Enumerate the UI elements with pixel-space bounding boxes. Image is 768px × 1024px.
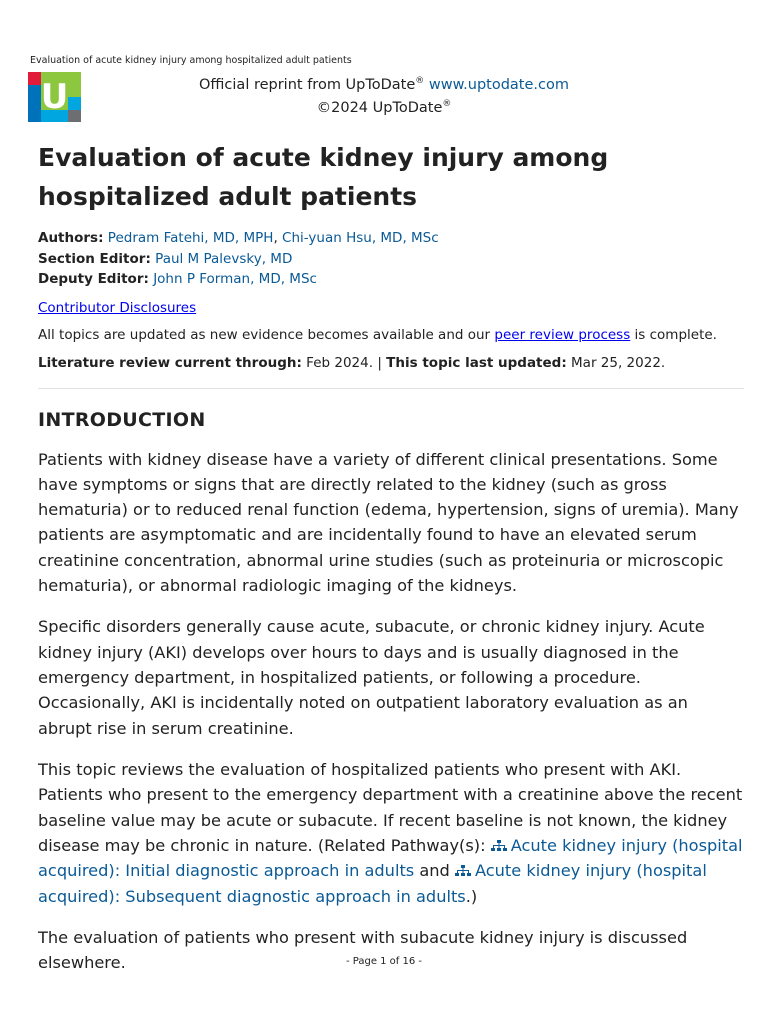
last-updated-label: This topic last updated: [386,354,567,371]
paragraph-3-and: and [414,861,455,881]
paragraph-2: Specific disorders generally cause acute, subacute, or chronic kidney injury. Acute kidney injury (AKI) develops over hours to days and is usually diagnosed in the emergency department, in hospitalized patients, or following a procedure. Occasionally, AKI is incidentally noted on outpatient laboratory evaluation as an abrupt rise in serum creatinine. [38,617,705,738]
registered-mark: ® [415,76,425,86]
literature-review-label: Literature review current through: [38,354,302,371]
running-header: Evaluation of acute kidney injury among hospitalized adult patients [30,55,352,66]
author-link-fatehi[interactable]: Pedram Fatehi, MD, MPH [107,230,274,246]
pathway-icon [491,840,507,852]
peer-review-link[interactable]: peer review process [494,326,631,343]
contributor-disclosures-link[interactable]: Contributor Disclosures [38,299,197,316]
paragraph-3-text: This topic reviews the evaluation of hospitalized patients who present with AKI. Patients who present to the emergency department with a creatinine above the recent baseline value may be acute or subacute. If recent baseline is not known, the kidney disease may be chronic in nature. (Related Pathway(s): [38,760,743,856]
page-footer: - Page 1 of 16 - [345,956,423,967]
article-content [38,138,744,992]
paragraph-3 [38,757,744,909]
article-meta [38,228,744,290]
section-heading-introduction: INTRODUCTION [38,408,206,431]
authors-line [38,228,744,249]
reprint-label: Official reprint from UpToDate [199,76,416,93]
logo-letter: U [40,77,69,117]
copyright-text: ©2024 UpToDate [316,99,443,116]
section-editor-label: Section Editor: [38,250,151,267]
last-updated-value: Mar 25, 2022. [566,354,666,371]
update-notice [38,325,744,345]
uptodate-url-link[interactable]: www.uptodate.com [428,76,569,93]
registered-mark-2: ® [442,98,452,109]
section-editor-line [38,249,744,270]
deputy-editor-label: Deputy Editor: [38,271,149,287]
paragraph-4: The evaluation of patients who present with subacute kidney injury is discussed elsewhere. [38,928,688,973]
deputy-editor-line [38,269,744,290]
literature-review-line [38,353,744,373]
pathway-link-initial-label: Acute kidney injury (hospital acquired): Initial diagnostic approach in adults [38,836,743,881]
paragraph-3-after: .) [465,886,478,906]
section-editor-link[interactable]: Paul M Palevsky, MD [155,250,293,267]
pathway-icon [455,865,471,877]
author-link-hsu[interactable]: Chi-yuan Hsu, MD, MSc [282,230,439,246]
update-notice-before: All topics are updated as new evidence becomes available and our [38,326,495,343]
paragraph-1: Patients with kidney disease have a variety of different clinical presentations. Some have symptoms or signs that are directly related to the kidney (such as gross hematuria) or to reduced renal function (edema, hypertension, signs of uremia). Many patients are asymptomatic and are incidentally found to have an elevated serum creatinine concentration, abnormal urine studies (such as proteinuria or microscopic hematuria), or abnormal radiologic imaging of the kidneys. [38,449,739,595]
review-separator: | [373,354,387,371]
article-title: Evaluation of acute kidney injury among hospitalized adult patients [38,143,609,211]
deputy-editor-link[interactable]: John P Forman, MD, MSc [153,271,317,287]
reprint-notice [0,72,768,118]
section-divider [38,388,744,389]
authors-label: Authors: [38,230,104,246]
author-separator: , [273,230,283,246]
update-notice-after: is complete. [630,326,717,343]
pathway-link-subsequent-label: Acute kidney injury (hospital acquired): Subsequent diagnostic approach in adults [38,861,707,906]
literature-review-value: Feb 2024. [301,354,374,371]
